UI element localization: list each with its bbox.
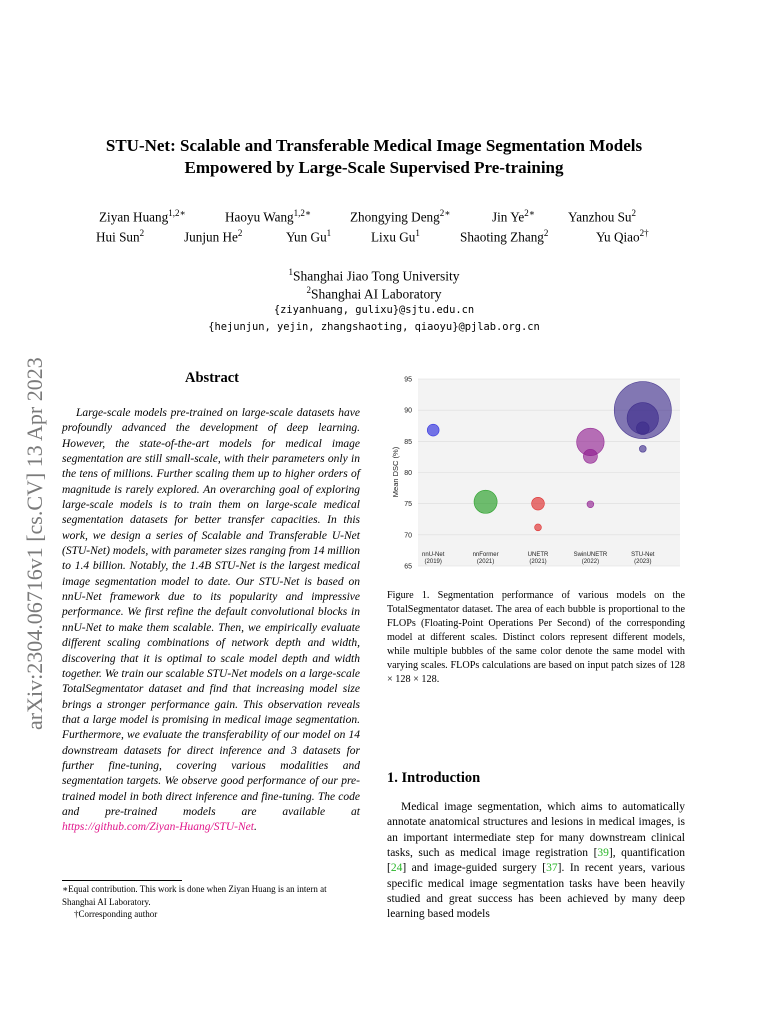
author: Shaoting Zhang$^2$ [460,228,549,245]
x-tick-label: STU-Net [631,552,655,558]
y-tick-label: 95 [404,376,412,384]
bubble-chart [386,366,686,576]
intro-paragraph: Medical image segmentation, which aims to automatically annotate anatomical structures and lesions in medical images, is an important intermediate step for many downstream clinical tasks, such as medical image registration [39], quantification [24] and image-guided surgery [37]. In recent years, various specific medical image segmentation tasks have been heavily studied and great success has been achieved by many deep learning based models [387,801,686,921]
x-tick-label: (2019) [424,559,442,565]
abstract-body: Large-scale models pre-trained on large-scale datasets have profoundly advanced the development of deep learning. However, the state-of-the-art models for medical image segmentation are still small-scale, with their parameters only in the tens of millions. Further scaling them up to higher orders of magnitude is rarely explored. An overarching goal of exploring large-scale models is to train them on large-scale medical segmentation datasets for better transfer capacities. In this work, we design a series of Scalable and Transferable U-Net (STU-Net) models, with parameter sizes ranging from 14 million to 1.4 billion. Notably, the 1.4B STU-Net is the largest medical image segmentation model to date. Our STU-Net is based on nnU-Net framework due to its popularity and impressive performance. We first refine the default convolutional blocks in nnU-Net to make them scalable. Then, we empirically evaluate different scaling combinations of network depth and width, discovering that it is optimal to scale model depth and width together. We train our scalable STU-Net models on a large-scale TotalSegmentator dataset and find that increasing model size brings a stronger performance gain. This observation reveals that a large model is promising in medical image segmentation. Furthermore, we evaluate the transferability of our model on 14 downstream datasets for direct inference and 3 datasets for further fine-tuning, covering various modalities and segmentation targets. We observe good performance of our pre-trained model in both direct inference and fine-tuning. The code and pre-trained models are available at https://github.com/Ziyan-Huang/STU-Net. [62,407,360,834]
y-tick-label: 90 [404,407,412,415]
author: Ziyan Huang$^{1,2∗}$ [99,208,186,225]
title-line-1: STU-Net: Scalable and Transferable Medical Image Segmentation Models [105,136,643,155]
y-tick-label: 85 [404,438,412,446]
x-tick-label: (2023) [634,559,652,565]
paper-title [60,135,688,179]
bubble [474,490,497,513]
email-line: {hejunjun, yejin, zhangshaoting, qiaoyu}@pjlab.org.cn [208,321,540,333]
x-tick-label: (2021) [529,559,547,565]
author: Yu Qiao$^{2\dagger}$ [596,228,649,245]
y-axis-label: Mean DSC (%) [391,446,400,498]
abstract-heading: Abstract [185,370,239,386]
citation-link[interactable]: 39 [597,847,609,860]
bubble [636,422,649,435]
author-row-2 [70,228,700,246]
code-link[interactable]: https://github.com/Ziyan-Huang/STU-Net [62,821,254,834]
y-tick-label: 70 [404,532,412,540]
bubble [639,445,646,452]
footnote-equal-contribution: ∗Equal contribution. This work is done when Ziyan Huang is an intern at Shanghai AI Laboratory. [62,884,327,907]
author: Jin $Ye^{2∗}$ [492,208,535,225]
bubble [583,449,597,463]
section-heading: 1. Introduction [387,770,481,786]
footnote-rule [62,880,182,881]
x-tick-label: nnFormer [472,552,499,558]
author: Hui Sun$^2$ [96,228,145,245]
figure-caption: Figure 1. Segmentation performance of various models on the TotalSegmentator dataset. The area of each bubble is proportional to the FLOPs (Floating-Point Operations Per Second) of the corresponding model at different scales. Distinct colors represent different models, while multiple bubbles of the same color denote the same model with varying scales. FLOPs calculations are based on input patch sizes of 128 × 128 × 128. [387,590,685,685]
arxiv-identifier: arXiv:2304.06716v1 [cs.CV] 13 Apr 2023 [22,357,47,730]
footnote-corresponding-author: †Corresponding author [74,909,158,919]
citation-link[interactable]: 24 [390,862,403,875]
footnotes [62,883,362,921]
x-tick-label: nnU-Net [422,552,445,558]
bubble [587,501,594,508]
x-tick-label: (2022) [581,559,600,565]
author: Junjun He$^2$ [184,228,243,245]
citation-link[interactable]: 37 [546,862,558,875]
affiliation: $^1$Shanghai Jiao Tong University [288,267,460,284]
x-tick-label: UNETR [527,552,549,558]
author-row-1 [70,208,700,226]
y-tick-label: 80 [404,470,412,477]
affiliation: $^2$Shanghai AI Laboratory [306,285,442,302]
y-tick-labels [404,377,412,571]
author: Zhongying Deng$^{2∗}$ [350,208,451,225]
bubble [532,497,545,510]
author: Yanzhou Su$^2$ [568,208,637,225]
x-tick-label: SwinUNETR [573,552,608,558]
y-tick-label: 75 [404,501,412,509]
bubble [427,424,439,436]
email-line: {ziyanhuang, gulixu}@sjtu.edu.cn [273,304,475,316]
bubble [535,524,542,531]
author: Lixu Gu$^1$ [371,228,420,245]
author: Yun Gu$^1$ [286,228,332,245]
title-line-2: Empowered by Large-Scale Supervised Pre-training [184,158,564,177]
y-tick-label: 65 [404,563,412,571]
author: Haoyu Wang$^{1,2∗}$ [225,208,312,225]
x-tick-label: (2021) [476,559,495,565]
